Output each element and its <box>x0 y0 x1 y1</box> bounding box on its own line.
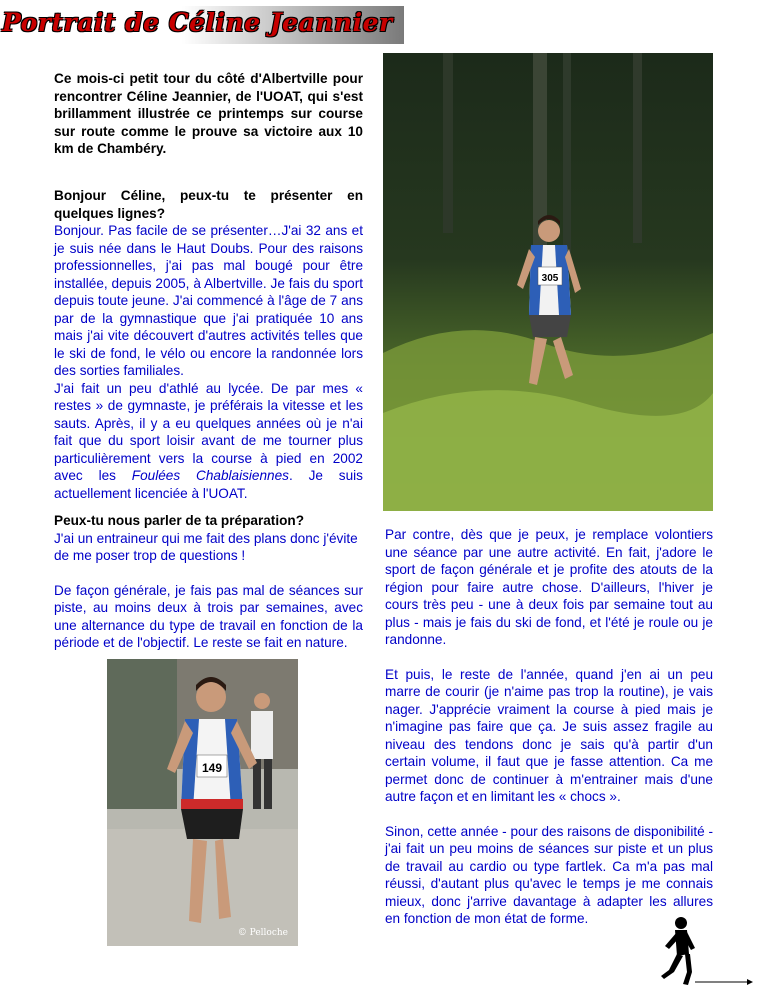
answer-1-paragraph-1: Bonjour. Pas facile de se présenter…J'ai 32 ans et je suis née dans le Haut Doubs. Pour des raisons professionnelles, j'ai pas mal bougé pour être installée, depuis 2005, à Albertville. Je fais du sport depuis toute jeune. J'ai commencé à l'âge de 7 ans par de la gymnastique que j'ai pratiquée 10 ans mais j'ai vite découvert d'autres activités telles que le ski de fond, le vélo ou encore la randonnée lors des sorties familiales. <box>54 223 363 378</box>
section-preparation <box>54 512 363 652</box>
answer-2-paragraph-5: Sinon, cette année - pour des raisons de disponibilité - j'ai fait un peu moins de séances sur piste et un plus de travail au cardio ou type fartlek. Ca m'a pas mal réussi, d'autant plus qu'avec le temps je me connais mieux, donc j'arrive davantage à adapter les allures en fonction de mon état de forme. <box>385 823 713 926</box>
answer-1-text-start: J'ai fait un peu d'athlé au lycée. De par mes « restes » de gymnaste, je préférais la vitesse et les sauts. Après, il y a eu quelques années où je n'ai fait que du sport loisir avant de me tourner plus particulièrement vers la course à pied en 2002 avec les <box>54 380 363 483</box>
answer-2-paragraph-2: De façon générale, je fais pas mal de séances sur piste, au moins deux à trois par semaines, avec une alternance du type de travail en fonction de la période et de l'objectif. Le reste se fait en nature. <box>54 582 363 650</box>
next-page-arrow-icon <box>695 976 755 988</box>
road-race-photo <box>107 659 298 946</box>
right-column <box>385 526 713 928</box>
answer-2-paragraph-4: Et puis, le reste de l'année, quand j'en ai un peu marre de courir (je n'aime pas trop la routine), je vais nager. J'apprécie vraiment la course à pied mais je n'imagine pas faire que ça. Je suis assez fragile au niveau des tendons donc je sais qu'à partir d'un certain volume, il faut que je fasse attention. Ca me permet donc de continuer à m'entrainer mais d'une autre façon et en limitant les « chocs ». <box>385 666 713 804</box>
answer-1-paragraph-2 <box>54 380 363 503</box>
question-1: Bonjour Céline, peux-tu te présenter en quelques lignes? <box>54 188 363 221</box>
runner-silhouette-icon <box>655 916 699 986</box>
section-presentation <box>54 187 363 502</box>
photo2-bib-number: 149 <box>201 761 223 775</box>
trail-running-photo <box>383 53 713 511</box>
intro-paragraph: Ce mois-ci petit tour du côté d'Albertville pour rencontrer Céline Jeannier, de l'UOAT, qui s'est brillamment illustrée ce printemps sur course sur route comme le prouve sa victoire aux 10 km de Chambéry. <box>54 71 363 156</box>
club-name: Foulées Chablaisiennes <box>131 468 289 483</box>
photo-credit: © Pelloche <box>237 928 288 938</box>
photo1-bib-number: 305 <box>541 273 559 284</box>
answer-2-paragraph-1: J'ai un entraineur qui me fait des plans donc j'évite de me poser trop de questions ! <box>54 530 358 563</box>
answer-2-paragraph-3: Par contre, dès que je peux, je remplace volontiers une séance par une autre activité. En fait, j'adore le sport de façon générale et je profite des atouts de la région pour faire autre chose. D'ailleurs, l'hiver je cours très peu - une à deux fois par semaine tout au plus - mais je fais du ski de fond, et l'été je roule ou je randonne. <box>385 527 713 647</box>
page-title: Portrait de Céline Jeannier <box>2 8 393 37</box>
answer-1-text-end: . Je suis actuellement licenciée à l'UOAT. <box>54 468 363 501</box>
question-2: Peux-tu nous parler de ta préparation? <box>54 513 305 528</box>
